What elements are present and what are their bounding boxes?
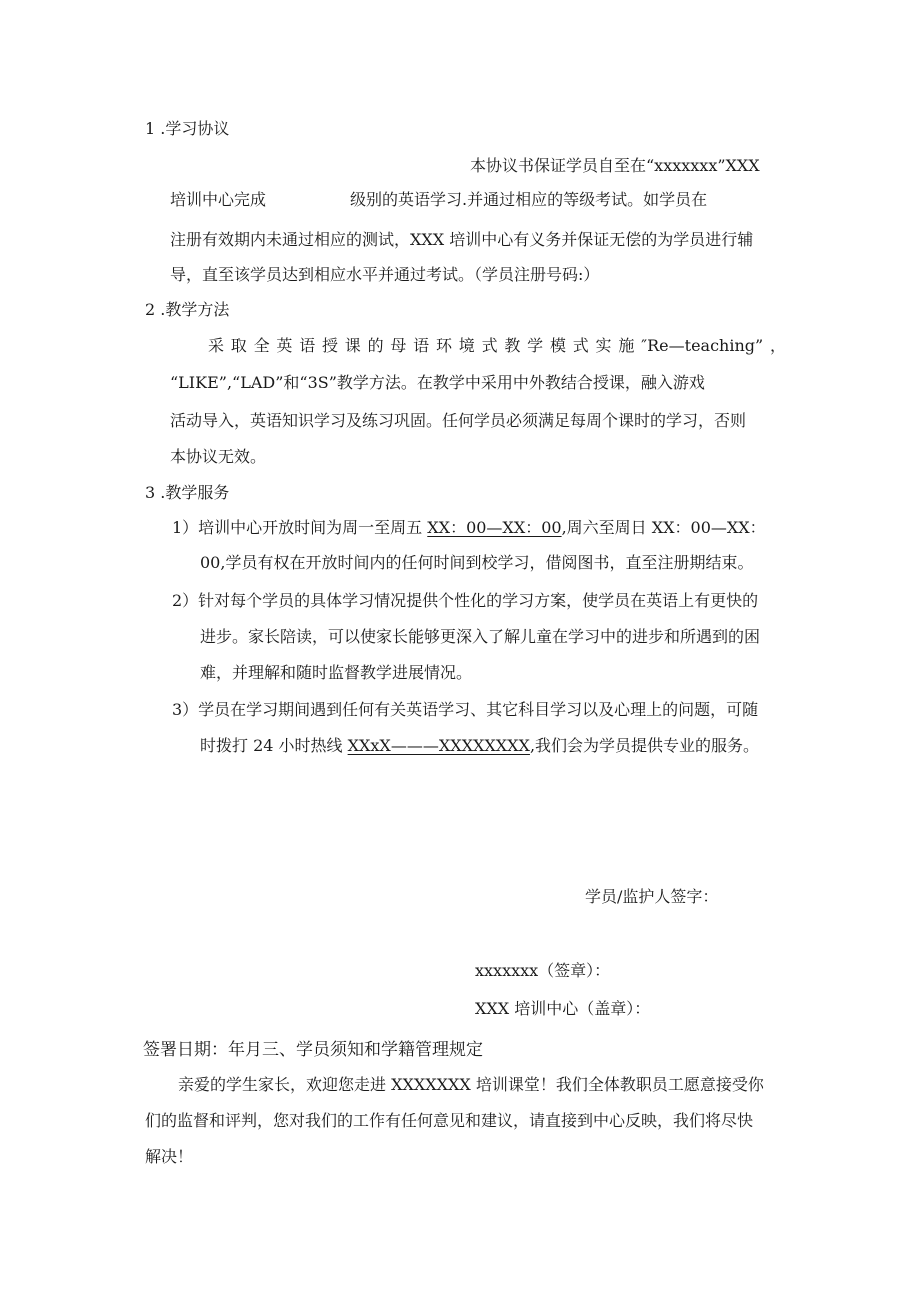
student-signature-label: 学员/监护人签字： <box>585 887 719 906</box>
section2-line3: 活动导入，英语知识学习及练习巩固。任何学员必须满足每周个课时的学习，否则 <box>170 411 747 430</box>
service-item-1-line2: 00,学员有权在开放时间内的任何时间到校学习，借阅图书，直至注册期结束。 <box>200 553 754 572</box>
section3-heading: 3 .教学服务 <box>145 483 230 502</box>
section2-line4: 本协议无效。 <box>170 447 267 466</box>
notice-line2: 们的监督和评判，您对我们的工作有任何意见和建议，请直接到中心反映，我们将尽快 <box>145 1111 754 1130</box>
hotline-suffix: ,我们会为学员提供专业的服务。 <box>529 736 760 755</box>
hotline-number: XXxX———XXXXXXXX <box>347 736 530 755</box>
service-item-3-line1: 3）学员在学习期间遇到任何有关英语学习、其它科目学习以及心理上的问题，可随 <box>172 700 759 719</box>
student-seal-label: xxxxxxx（签章）： <box>475 961 611 980</box>
service-item-2-line3: 难，并理解和随时监督教学进展情况。 <box>200 663 473 682</box>
section1-line3: 注册有效期内未通过相应的测试，XXX 培训中心有义务并保证无偿的为学员进行辅 <box>170 230 754 249</box>
section1-line2-end: 级别的英语学习.并通过相应的等级考试。如学员在 <box>350 190 708 209</box>
signing-date-line: 签署日期：年月三、学员须知和学籍管理规定 <box>143 1040 483 1060</box>
notice-line1: 亲爱的学生家长，欢迎您走进 XXXXXXX 培训课堂！我们全体教职员工愿意接受你 <box>178 1075 764 1094</box>
section1-line1: 本协议书保证学员自至在“xxxxxxx”XXX <box>470 156 760 175</box>
section2-line2: “LIKE”,“LAD”和“3S”教学方法。在教学中采用中外教结合授课，融入游戏 <box>170 373 705 392</box>
service-item-1-line1 <box>172 517 766 539</box>
weekend-hours: ,周六至周日 XX：00—XX： <box>561 518 766 537</box>
center-seal-label: XXX 培训中心（盖章）： <box>475 999 651 1018</box>
service-item-2-line1: 2）针对每个学员的具体学习情况提供个性化的学习方案，使学员在英语上有更快的 <box>172 591 759 610</box>
service-item-2-line2: 进步。家长陪读，可以使家长能够更深入了解儿童在学习中的进步和所遇到的困 <box>200 627 761 646</box>
section2-heading: 2 .教学方法 <box>145 300 230 319</box>
section2-line1: 采取全英语授课的母语环境式教学模式实施″Re—teaching”， <box>208 336 786 355</box>
service-item-1-prefix: 1）培训中心开放时间为周一至周五 <box>172 518 428 537</box>
service-item-3-line2 <box>200 735 759 757</box>
section1-line2-start: 培训中心完成 <box>170 190 267 209</box>
notice-line3: 解决！ <box>145 1147 194 1166</box>
weekday-hours: XX：00—XX：00 <box>427 518 562 537</box>
hotline-prefix: 时拨打 24 小时热线 <box>200 736 348 755</box>
section1-line4: 导，直至该学员达到相应水平并通过考试。（学员注册号码:） <box>170 265 600 284</box>
section1-heading: 1 .学习协议 <box>145 119 230 138</box>
